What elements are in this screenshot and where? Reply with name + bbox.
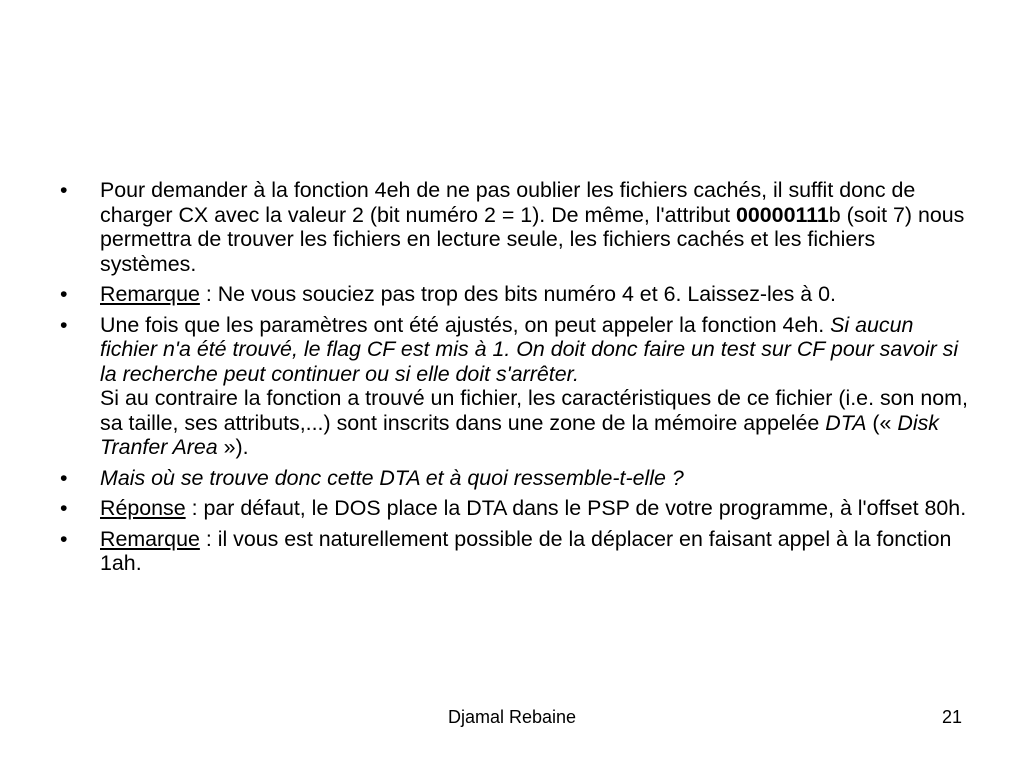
question-text: Mais où se trouve donc cette DTA et à quoi ressemble-t-elle ? — [100, 465, 684, 490]
italic-text: Si aucun fichier n'a été trouvé, le flag CF est mis à 1. On doit donc faire un test sur CF pour savoir si la recherche peut continuer ou si elle doit s'arrêter. — [100, 312, 959, 386]
bullet-marker: • — [60, 178, 68, 202]
bullet-text: : Ne vous souciez pas trop des bits numéro 4 et 6. Laissez-les à 0. — [199, 282, 836, 306]
remark-label: Remarque — [100, 526, 200, 551]
bullet-text: »). — [217, 435, 249, 459]
bullet-text: b (soit 7) nous permettra de trouver les fichiers en lecture seule, les fichiers cachés et les fichiers systèmes. — [100, 202, 965, 276]
bullet-marker: • — [60, 282, 68, 306]
dta-full-term: Disk Tranfer Area — [100, 410, 939, 459]
bullet-text: Si au contraire la fonction a trouvé un fichier, les caractéristiques de ce fichier (i.e. son nom, sa taille, ses attributs,...) sont inscrits dans une zone de la mémoire appelée — [100, 386, 968, 435]
bullet-item — [58, 313, 968, 460]
answer-label: Réponse — [100, 496, 186, 520]
remark-label: Remarque — [100, 282, 200, 306]
bullet-item — [58, 282, 968, 307]
bullet-text: : par défaut, le DOS place la DTA dans le PSP de votre programme, à l'offset 80h. — [185, 496, 967, 520]
bullet-item — [58, 496, 968, 521]
bullet-text: (« — [866, 410, 898, 435]
page-number: 21 — [941, 707, 962, 727]
dta-term: DTA — [825, 410, 867, 435]
bullet-item — [58, 527, 968, 576]
bullet-marker: • — [60, 526, 68, 551]
bullet-text: : il vous est naturellement possible de la déplacer en faisant appel à la fonction 1ah. — [100, 526, 952, 575]
bullet-item — [58, 466, 968, 491]
bullet-marker: • — [60, 465, 68, 490]
bullet-text: Pour demander à la fonction 4eh de ne pas oublier les fichiers cachés, il suffit donc de charger CX avec la valeur 2 (bit numéro 2 = 1). De même, l'attribut — [100, 178, 916, 227]
bullet-text: Une fois que les paramètres ont été ajustés, on peut appeler la fonction 4eh. — [100, 312, 831, 337]
binary-attribute: 00000111 — [735, 202, 829, 227]
bullet-marker: • — [60, 496, 68, 520]
bullet-item — [58, 178, 968, 276]
slide-body — [58, 178, 968, 582]
bullet-marker: • — [60, 312, 68, 337]
footer-author: Djamal Rebaine — [447, 707, 577, 727]
